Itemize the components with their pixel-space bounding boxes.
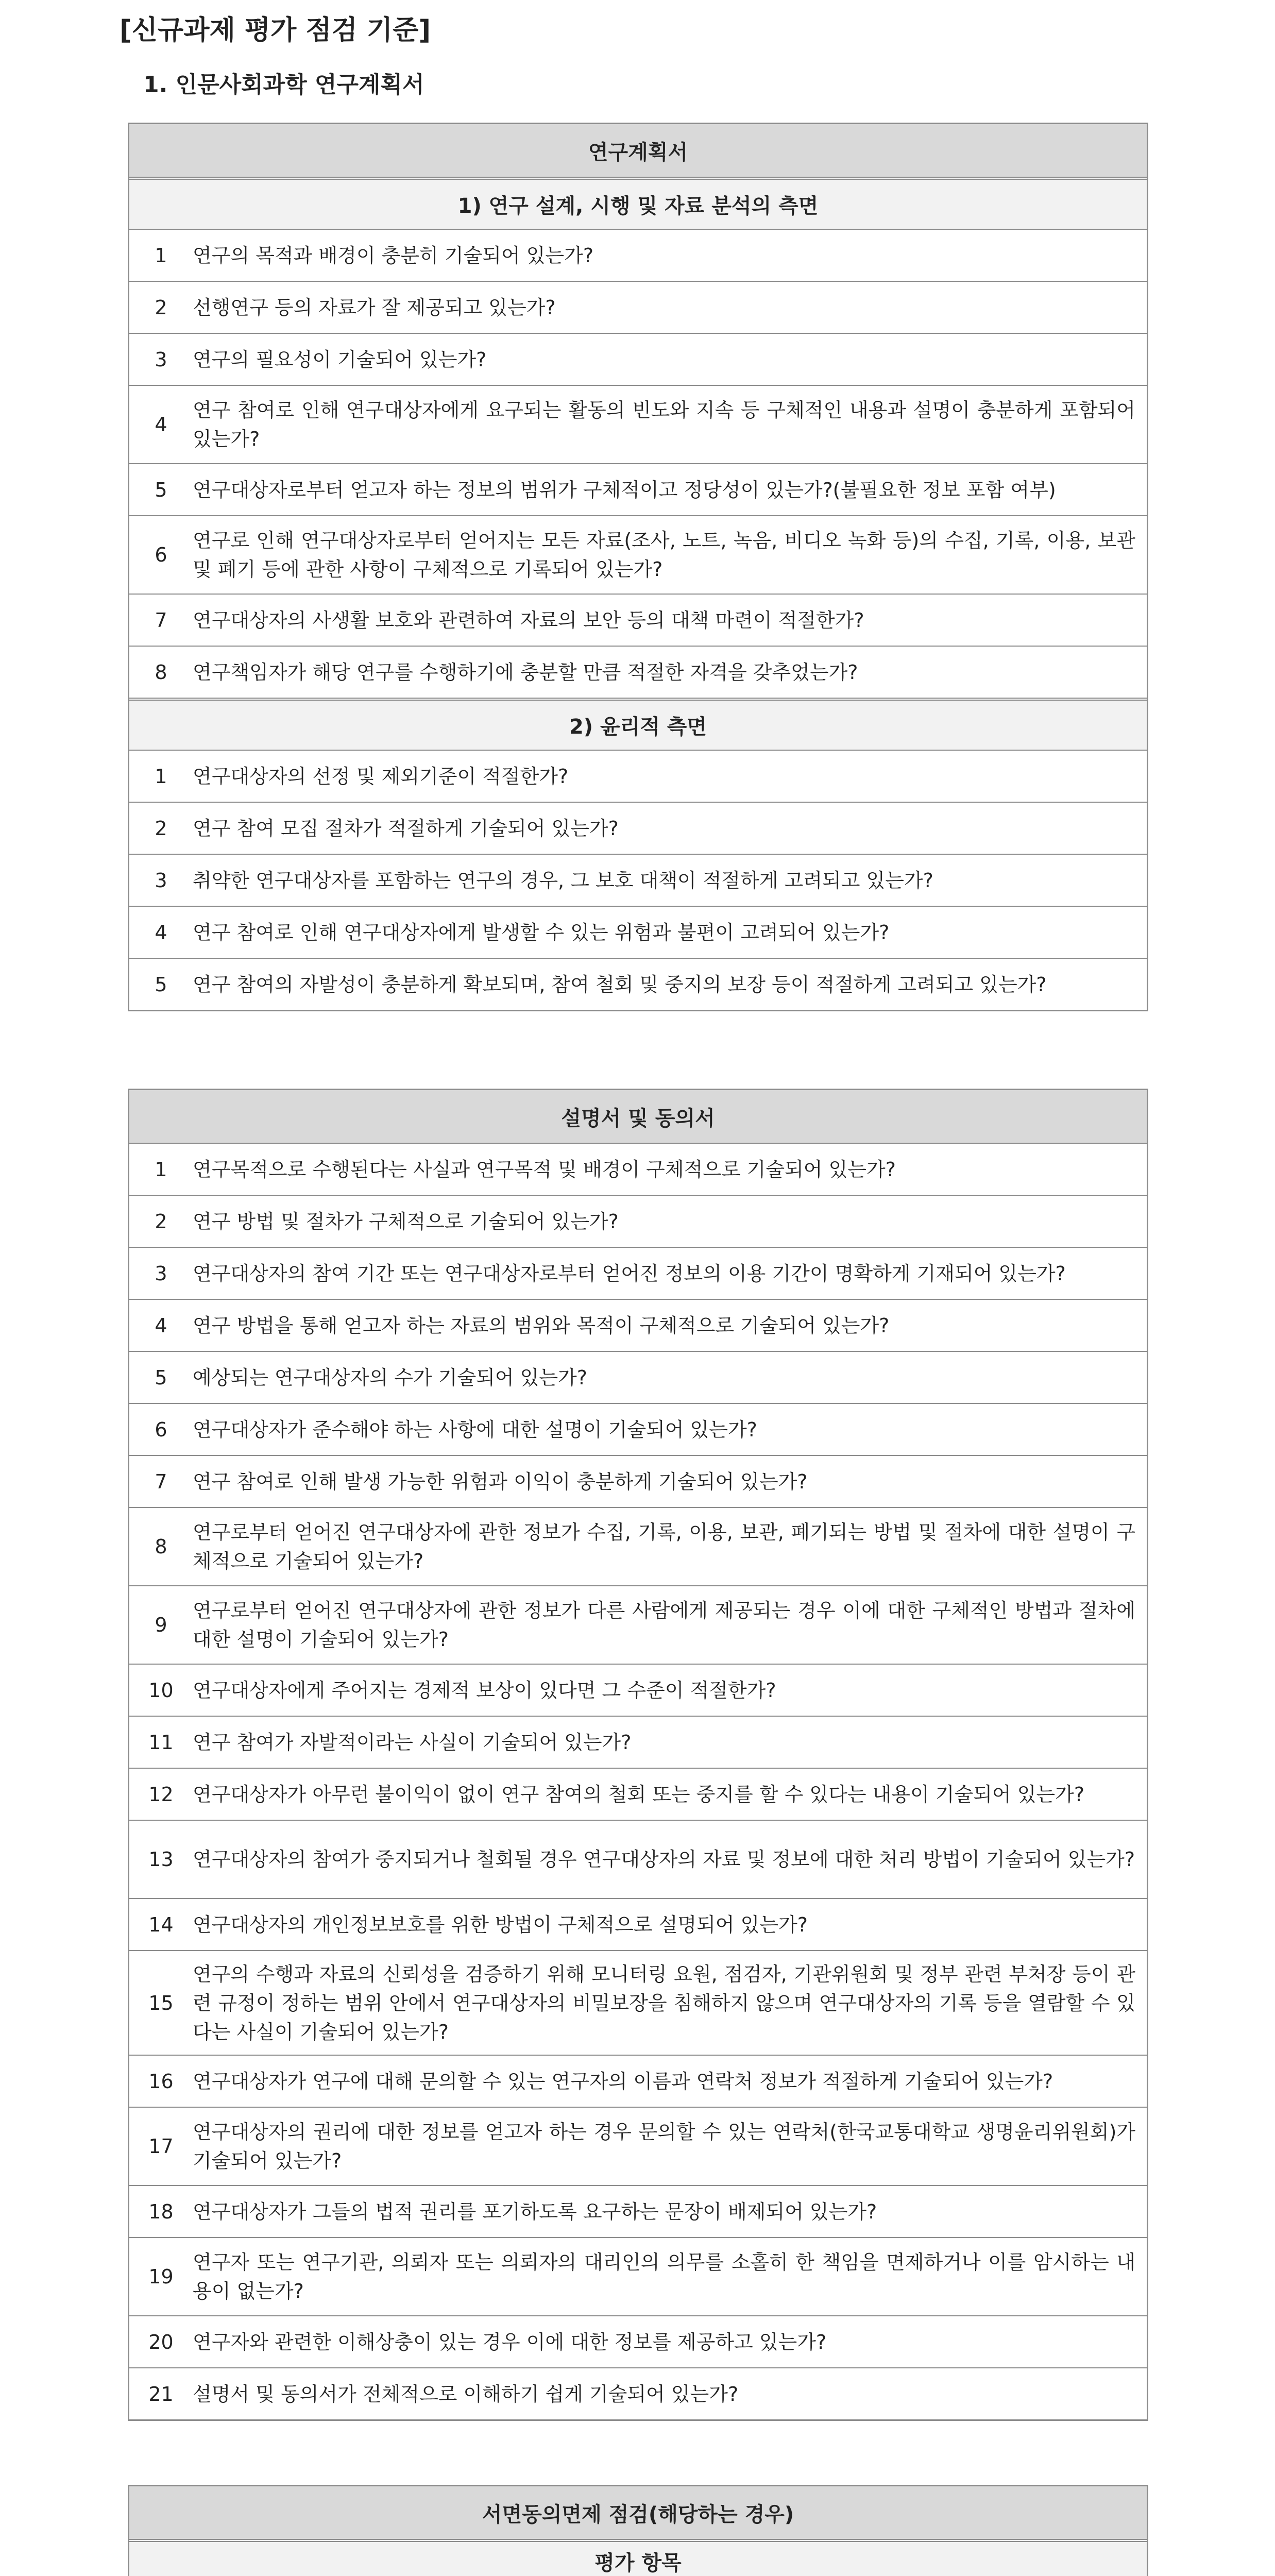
row-number: 5 [155, 1366, 167, 1389]
row-text: 연구로 인해 연구대상자로부터 얻어지는 모든 자료(조사, 노트, 녹음, 비디오 녹화 등)의 수집, 기록, 이용, 보관 및 폐기 등에 관한 사항이 구체적으로 기록되어 있는가? [193, 529, 1135, 581]
row-number: 8 [155, 1535, 167, 1558]
row-number: 1 [155, 1158, 167, 1181]
row-number: 4 [155, 1314, 167, 1337]
row-text: 연구 참여로 인해 연구대상자에게 발생할 수 있는 위험과 불편이 고려되어 있는가? [193, 921, 890, 944]
row-text: 연구 방법 및 절차가 구체적으로 기술되어 있는가? [193, 1210, 619, 1233]
row-text: 연구대상자에게 주어지는 경제적 보상이 있다면 그 수준이 적절한가? [193, 1679, 776, 1702]
row-number: 3 [155, 348, 167, 371]
row-text: 연구의 목적과 배경이 충분히 기술되어 있는가? [193, 244, 594, 267]
row-number: 8 [155, 660, 167, 684]
row-number: 6 [155, 1418, 167, 1441]
row-text: 연구자와 관련한 이해상충이 있는 경우 이에 대한 정보를 제공하고 있는가? [193, 2330, 827, 2353]
table-row [129, 2367, 1147, 2419]
row-text: 선행연구 등의 자료가 잘 제공되고 있는가? [193, 296, 556, 319]
table-header: 연구계획서 [129, 124, 1147, 177]
row-number: 7 [155, 1470, 167, 1493]
row-number: 10 [148, 1679, 174, 1702]
row-number: 9 [155, 1614, 167, 1636]
table-row [129, 750, 1147, 802]
document-title: [신규과제 평가 점검 기준] [120, 15, 431, 46]
row-number: 2 [155, 817, 167, 840]
table-row [129, 1664, 1147, 1716]
row-text: 연구 참여로 인해 연구대상자에게 요구되는 활동의 빈도와 지속 등 구체적인 내용과 설명이 충분하게 포함되어 있는가? [193, 399, 1135, 450]
row-text: 연구대상자의 선정 및 제외기준이 적절한가? [193, 765, 569, 788]
table-row [129, 1403, 1147, 1455]
row-text: 연구대상자의 참여가 중지되거나 철회될 경우 연구대상자의 자료 및 정보에 대한 처리 방법이 기술되어 있는가? [193, 1848, 1135, 1871]
row-number: 17 [148, 2135, 174, 2158]
row-text: 연구의 필요성이 기술되어 있는가? [193, 348, 487, 371]
table-row [129, 333, 1147, 385]
table-row [129, 1247, 1147, 1299]
row-text: 연구의 수행과 자료의 신뢰성을 검증하기 위해 모니터링 요원, 점검자, 기관위원회 및 정부 관련 부처장 등이 관련 규정이 정하는 범위 안에서 연구대상자의 비밀보장을 침해하지 않으며 연구대상자의 기록 등을 열람할 수 있다는 사실이 기술되어 있는가? [193, 1962, 1135, 2043]
table-row [129, 2237, 1147, 2315]
row-number: 2 [155, 1210, 167, 1233]
row-number: 3 [155, 1262, 167, 1285]
row-text: 예상되는 연구대상자의 수가 기술되어 있는가? [193, 1366, 587, 1389]
row-text: 연구로부터 얻어진 연구대상자에 관한 정보가 수집, 기록, 이용, 보관, 폐기되는 방법 및 절차에 대한 설명이 구체적으로 기술되어 있는가? [193, 1521, 1135, 1572]
table-row [129, 1716, 1147, 1768]
table-row [129, 958, 1147, 1010]
consent-table [128, 1089, 1148, 2421]
section-title: 1. 인문사회과학 연구계획서 [143, 72, 424, 98]
row-text: 연구대상자가 그들의 법적 권리를 포기하도록 요구하는 문장이 배제되어 있는가? [193, 2200, 877, 2223]
row-number: 4 [155, 413, 167, 436]
table-row [129, 229, 1147, 281]
row-text: 취약한 연구대상자를 포함하는 연구의 경우, 그 보호 대책이 적절하게 고려되고 있는가? [193, 869, 933, 892]
row-number: 1 [155, 765, 167, 788]
row-text: 연구 참여가 자발적이라는 사실이 기술되어 있는가? [193, 1731, 632, 1754]
row-text: 연구 방법을 통해 얻고자 하는 자료의 범위와 목적이 구체적으로 기술되어 있는가? [193, 1314, 890, 1337]
table-row [129, 515, 1147, 594]
row-text: 연구대상자로부터 얻고자 하는 정보의 범위가 구체적이고 정당성이 있는가?(불필요한 정보 포함 여부) [193, 478, 1056, 501]
table-row [129, 2055, 1147, 2107]
row-text: 연구책임자가 해당 연구를 수행하기에 충분할 만큼 적절한 자격을 갖추었는가? [193, 660, 858, 684]
row-number: 21 [148, 2382, 174, 2405]
row-number: 18 [148, 2200, 174, 2223]
research-plan-table [128, 123, 1148, 1011]
row-number: 5 [155, 478, 167, 501]
row-text: 연구대상자가 준수해야 하는 사항에 대한 설명이 기술되어 있는가? [193, 1418, 757, 1441]
table-row [129, 854, 1147, 906]
table-row [129, 1950, 1147, 2055]
row-number: 19 [148, 2265, 174, 2288]
subheader: 평가 항목 [129, 2539, 1147, 2576]
table-row [129, 906, 1147, 958]
row-text: 연구대상자의 사생활 보호와 관련하여 자료의 보안 등의 대책 마련이 적절한가? [193, 608, 864, 632]
table-row [129, 646, 1147, 698]
row-number: 3 [155, 869, 167, 892]
row-text: 연구자 또는 연구기관, 의뢰자 또는 의뢰자의 대리인의 의무를 소홀히 한 책임을 면제하거나 이를 암시하는 내용이 없는가? [193, 2251, 1135, 2302]
table-row [129, 1898, 1147, 1950]
row-number: 12 [148, 1783, 174, 1806]
row-number: 1 [155, 244, 167, 267]
table-row [129, 1820, 1147, 1898]
table-row [129, 594, 1147, 646]
row-text: 연구 참여의 자발성이 충분하게 확보되며, 참여 철회 및 중지의 보장 등이 적절하게 고려되고 있는가? [193, 973, 1047, 996]
row-text: 연구대상자의 권리에 대한 정보를 얻고자 하는 경우 문의할 수 있는 연락처(한국교통대학교 생명윤리위원회)가 기술되어 있는가? [193, 2121, 1135, 2172]
row-number: 14 [148, 1913, 174, 1936]
table-header: 서면동의면제 점검(해당하는 경우) [129, 2486, 1147, 2539]
row-text: 연구목적으로 수행된다는 사실과 연구목적 및 배경이 구체적으로 기술되어 있는가? [193, 1158, 896, 1181]
group-header-design: 1) 연구 설계, 시행 및 자료 분석의 측면 [129, 177, 1147, 229]
table-row [129, 2315, 1147, 2367]
table-row [129, 1585, 1147, 1664]
table-row [129, 1351, 1147, 1403]
row-number: 7 [155, 608, 167, 632]
table-row [129, 1195, 1147, 1247]
row-text: 연구대상자의 참여 기간 또는 연구대상자로부터 얻어진 정보의 이용 기간이 명확하게 기재되어 있는가? [193, 1262, 1066, 1285]
table-row [129, 1455, 1147, 1507]
row-text: 연구 참여로 인해 발생 가능한 위험과 이익이 충분하게 기술되어 있는가? [193, 1470, 808, 1493]
row-text: 연구대상자가 연구에 대해 문의할 수 있는 연구자의 이름과 연락처 정보가 적절하게 기술되어 있는가? [193, 2070, 1053, 2093]
group-header-ethics: 2) 윤리적 측면 [129, 698, 1147, 750]
row-number: 11 [148, 1731, 174, 1754]
table-row [129, 1143, 1147, 1195]
table-row [129, 463, 1147, 515]
row-number: 20 [148, 2330, 174, 2353]
row-number: 16 [148, 2070, 174, 2093]
table-row [129, 2107, 1147, 2185]
row-text: 연구로부터 얻어진 연구대상자에 관한 정보가 다른 사람에게 제공되는 경우 이에 대한 구체적인 방법과 절차에 대한 설명이 기술되어 있는가? [193, 1599, 1135, 1651]
row-text: 연구 참여 모집 절차가 적절하게 기술되어 있는가? [193, 817, 619, 840]
row-number: 6 [155, 544, 167, 566]
table-row [129, 1507, 1147, 1585]
table-row [129, 2185, 1147, 2237]
row-number: 5 [155, 973, 167, 996]
row-number: 4 [155, 921, 167, 944]
table-row [129, 1768, 1147, 1820]
table-row [129, 385, 1147, 463]
row-number: 13 [148, 1848, 174, 1871]
row-text: 설명서 및 동의서가 전체적으로 이해하기 쉽게 기술되어 있는가? [193, 2382, 739, 2405]
table-row [129, 281, 1147, 333]
waiver-table [128, 2485, 1148, 2576]
row-number: 15 [148, 1991, 174, 2014]
row-number: 2 [155, 296, 167, 319]
row-text: 연구대상자가 아무런 불이익이 없이 연구 참여의 철회 또는 중지를 할 수 있다는 내용이 기술되어 있는가? [193, 1783, 1085, 1806]
table-row [129, 1299, 1147, 1351]
table-header: 설명서 및 동의서 [129, 1090, 1147, 1143]
table-row [129, 802, 1147, 854]
row-text: 연구대상자의 개인정보보호를 위한 방법이 구체적으로 설명되어 있는가? [193, 1913, 808, 1936]
